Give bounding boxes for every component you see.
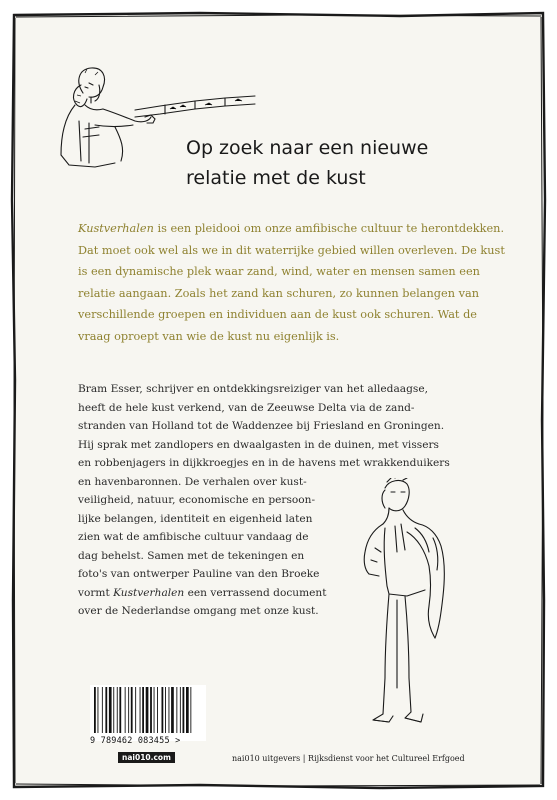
barcode-bar	[180, 687, 181, 733]
publishers-line: nai010 uitgevers | Rijksdienst voor het Cultureel Erfgoed	[232, 754, 465, 763]
body-line: lijke belangen, identiteit en eigenheid laten	[78, 512, 313, 525]
isbn-number: 9 789462 083455	[90, 736, 170, 746]
body-line-part: vormt	[78, 586, 114, 599]
barcode-bar	[176, 687, 177, 733]
barcode	[90, 685, 206, 741]
barcode-bar	[131, 687, 133, 733]
barcode-bar	[105, 687, 107, 733]
body-line: en havenbaronnen. De verhalen over kust-	[78, 475, 307, 488]
barcode-bar	[171, 687, 174, 733]
barcode-bar	[125, 687, 126, 733]
intro-text: is een pleidooi om onze amfibische cultuur te herontdekken. Dat moet ook wel als we in dit waterrijke gebied willen overleven. De kust is een dynamische plek waar zand, wind, water en mensen samen een relatie aangaan. Zoals het zand kan schuren, zo kunnen belangen van verschillende groepen en individuen aan de kust ook schuren. Wat de vraag oproept van wie de kust nu eigenlijk is.	[78, 222, 505, 343]
barcode-bar	[169, 687, 170, 733]
barcode-bar	[109, 687, 112, 733]
barcode-bar	[190, 687, 191, 733]
barcode-bar	[142, 687, 144, 733]
barcode-bar	[94, 687, 96, 733]
publisher-website: nai010.com	[118, 752, 175, 763]
barcode-bar	[140, 687, 141, 733]
body-line: Bram Esser, schrijver en ontdekkingsreiziger van het alledaagse,	[78, 383, 428, 395]
barcode-bar	[157, 687, 158, 733]
barcode-bar	[183, 687, 185, 733]
man-with-backpack-sketch	[345, 478, 460, 730]
body-line: heeft de hele kust verkend, van de Zeeuwse Delta via de zand-	[78, 401, 415, 414]
body-line: foto's van ontwerper Pauline van den Broeke	[78, 568, 320, 580]
intro-book-title: Kustverhalen	[78, 222, 154, 235]
body-line-part: een verrassend document	[184, 586, 327, 599]
body-line: stranden van Holland tot de Waddenzee bij Friesland en Groningen.	[78, 420, 445, 432]
body-line: over de Nederlandse omgang met onze kust.	[78, 605, 319, 617]
barcode-bar	[117, 687, 118, 733]
body-line: zien wat de amfibische cultuur vandaag de	[78, 531, 309, 543]
barcode-bar	[150, 687, 152, 733]
barcode-bar	[113, 687, 114, 733]
body-line: Hij sprak met zandlopers en dwaalgasten in de duinen, met vissers	[78, 438, 439, 451]
body-line: dag behelst. Samen met de tekeningen en	[78, 549, 305, 562]
barcode-bar	[119, 687, 121, 733]
barcode-bar	[102, 687, 103, 733]
heading-line-1: Op zoek naar een nieuwe	[186, 137, 429, 159]
barcode-bar	[98, 687, 99, 733]
barcode-digits	[90, 736, 180, 746]
barcode-bar	[146, 687, 149, 733]
barcode-bars	[90, 685, 206, 735]
body-book-title: Kustverhalen	[113, 586, 185, 599]
barcode-bar	[186, 687, 189, 733]
barcode-bar	[135, 687, 136, 733]
body-line: en robbenjagers in dijkkroegjes en in de havens met wrakkenduikers	[78, 457, 450, 469]
intro-paragraph	[78, 218, 508, 348]
heading	[186, 133, 486, 193]
barcode-bar	[128, 687, 129, 733]
barcode-bar	[165, 687, 166, 733]
body-line: veiligheid, natuur, economische en persoon-	[78, 494, 316, 506]
heading-line-2: relatie met de kust	[186, 167, 366, 189]
barcode-arrow: >	[175, 736, 181, 746]
barcode-bar	[154, 687, 155, 733]
barcode-bar	[162, 687, 164, 733]
